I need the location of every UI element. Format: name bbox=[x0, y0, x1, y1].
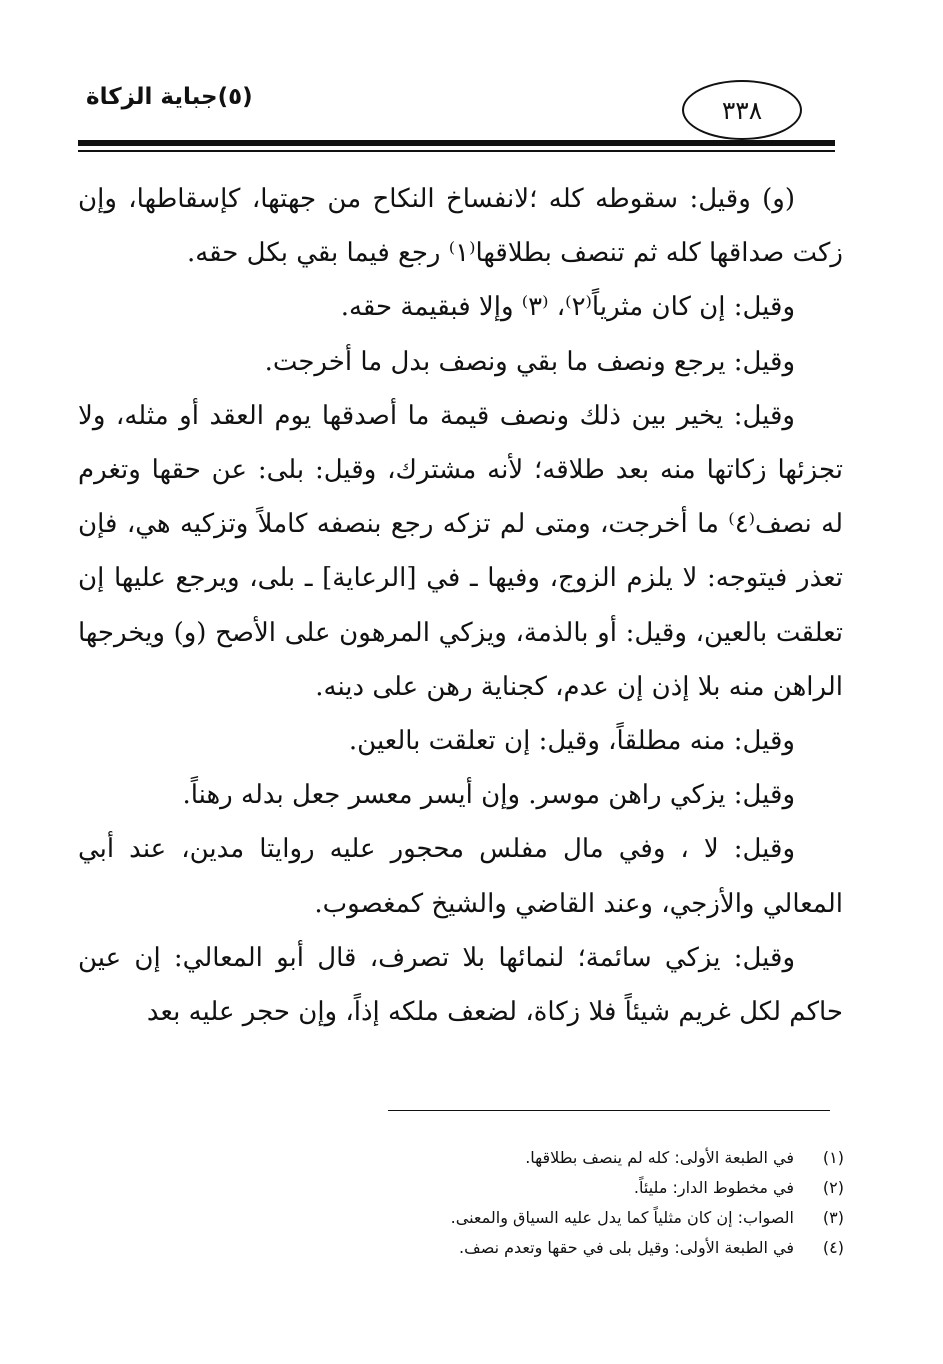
body-paragraph: وقيل: يخير بين ذلك ونصف قيمة ما أصدقها يوم العقد أو مثله، ولا تجزئها زكاتها منه بعد طلاقه؛ لأنه مشترك، وقيل: بلى: عن حقها وتغرم له نصف⁽٤⁾ ما أخرجت، ومتى لم تزكه رجع بنصفه كاملاً وتزكيه هي، فإن تعذر فيتوجه: لا يلزم الزوج، وفيها ـ في [الرعاية] ـ بلى، ويرجع عليها إن تعلقت بالعين، وقيل: أو بالذمة، ويزكي المرهون على الأصح (و) ويخرجها الراهن منه بلا إذن إن عدم، كجناية رهن على دينه. bbox=[78, 400, 843, 702]
footnote-number: (٢) bbox=[822, 1178, 844, 1197]
footnotes bbox=[230, 1143, 844, 1263]
footnote-text: في الطبعة الأولى: وقيل بلى في حقها وتعدم نصف. bbox=[459, 1238, 794, 1257]
running-header-title: (٥)جباية الزكاة bbox=[86, 84, 253, 110]
footnote bbox=[230, 1143, 844, 1173]
body-paragraph: وقيل: منه مطلقاً، وقيل: إن تعلقت بالعين. bbox=[348, 726, 795, 757]
footnote-number: (١) bbox=[822, 1148, 844, 1167]
footnote-number: (٤) bbox=[822, 1238, 844, 1257]
footnote-separator bbox=[388, 1110, 830, 1111]
main-text bbox=[78, 172, 843, 1039]
body-paragraph: (و) وقيل: سقوطه كله ؛لانفساخ النكاح من جهتها، كإسقاطها، وإن زكت صداقها كله ثم تنصف بطلاقها⁽١⁾ رجع فيما بقي بكل حقه. bbox=[78, 184, 843, 269]
footnote bbox=[230, 1173, 844, 1203]
page-number-badge bbox=[682, 80, 802, 140]
body-paragraph: وقيل: يزكي سائمة؛ لنمائها بلا تصرف، قال أبو المعالي: إن عين حاكم لكل غريم شيئاً فلا زكاة، لضعف ملكه إذاً، وإن حجر عليه بعد bbox=[78, 942, 843, 1028]
header-rule-thick bbox=[78, 140, 835, 146]
footnote-text: الصواب: إن كان مثلياً كما يدل عليه السياق والمعنى. bbox=[450, 1208, 794, 1227]
body-paragraph: وقيل: يرجع ونصف ما بقي ونصف بدل ما أخرجت. bbox=[264, 346, 795, 377]
body-paragraph: وقيل: إن كان مثرياً⁽٢⁾، ⁽٣⁾ وإلا فبقيمة حقه. bbox=[340, 292, 795, 323]
footnote-number: (٣) bbox=[822, 1208, 844, 1227]
page-number: ٣٣٨ bbox=[721, 95, 763, 125]
body-paragraph: وقيل: لا ، وفي مال مفلس محجور عليه روايتا مدين، عند أبي المعالي والأزجي، وعند القاضي والشيخ كمغصوب. bbox=[78, 834, 843, 919]
body-paragraph: وقيل: يزكي راهن موسر. وإن أيسر معسر جعل بدله رهناً. bbox=[182, 780, 795, 811]
footnote-text: في مخطوط الدار: مليئاً. bbox=[633, 1178, 794, 1197]
footnote bbox=[230, 1203, 844, 1233]
footnote-text: في الطبعة الأولى: كله لم ينصف بطلاقها. bbox=[525, 1148, 794, 1167]
footnote bbox=[230, 1233, 844, 1263]
header-rule-thin bbox=[78, 150, 835, 152]
